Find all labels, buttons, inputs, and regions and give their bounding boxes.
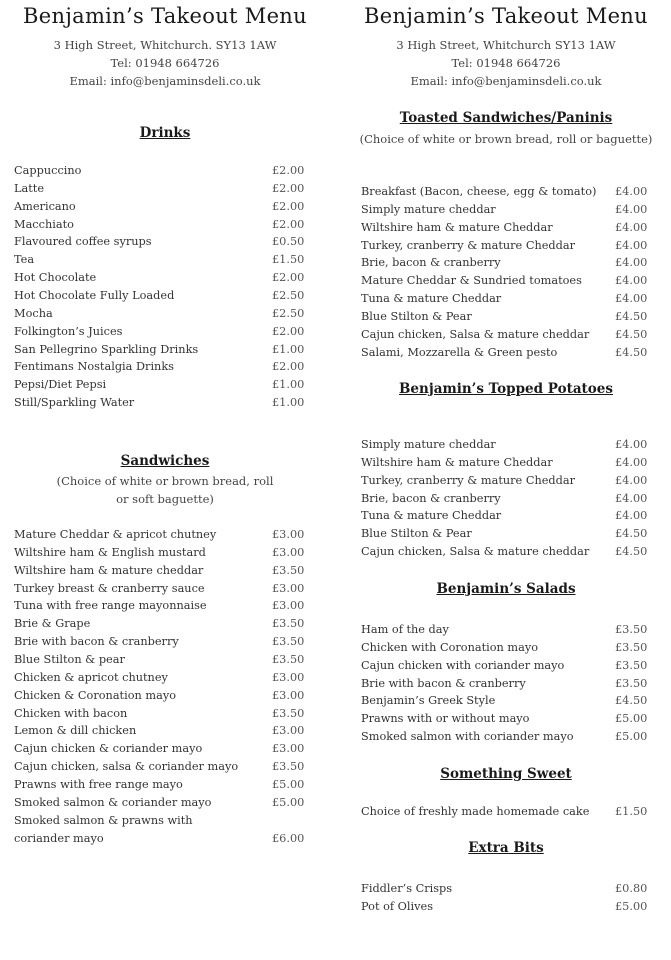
menu-item-price: £3.50 [272, 563, 305, 577]
menu-item-price: £1.50 [615, 805, 648, 818]
menu-item-name: Americano [14, 199, 76, 213]
menu-item-price: £2.00 [272, 271, 305, 285]
menu-item-name: Cajun chicken, salsa & coriander mayo [14, 760, 239, 774]
menu-item-name: Still/Sparkling Water [14, 396, 135, 410]
menu-item-name: Brie & Grape [14, 617, 91, 631]
menu-item [361, 621, 651, 639]
menu-item [361, 543, 651, 561]
menu-item-name: Cajun chicken with coriander mayo [361, 658, 565, 672]
menu-item [361, 436, 651, 454]
menu-item-name: Hot Chocolate [14, 271, 97, 285]
menu-item [361, 692, 651, 710]
menu-item-name: Mocha [14, 306, 53, 320]
menu-item-name: Fiddler’s Crisps [361, 882, 453, 895]
menu-item [14, 544, 310, 562]
menu-item-name: Chicken & apricot chutney [14, 670, 168, 684]
menu-item [361, 472, 651, 490]
address: 3 High Street, Whitchurch. SY13 1AW [53, 38, 277, 52]
menu-item [14, 358, 310, 376]
menu-item-name: Simply mature cheddar [361, 438, 496, 451]
menu-item [361, 344, 651, 362]
menu-item-price: £1.00 [272, 378, 305, 392]
menu-item [14, 705, 310, 723]
drinks-heading: Drinks [139, 125, 191, 141]
menu-item-name: Hot Chocolate Fully Loaded [14, 288, 175, 302]
menu-item [14, 669, 310, 687]
menu-item [14, 597, 310, 615]
menu-item-price: £3.50 [615, 623, 648, 636]
sweet-heading: Something Sweet [440, 766, 572, 782]
menu-item-name: Brie, bacon & cranberry [361, 256, 501, 270]
menu-item-name: Cajun chicken, Salsa & mature cheddar [361, 327, 590, 341]
menu-item-name: Tuna & mature Cheddar [361, 509, 502, 523]
menu-item [14, 162, 310, 180]
menu-item-name: Fentimans Nostalgia Drinks [14, 360, 174, 374]
potatoes-heading: Benjamin’s Topped Potatoes [399, 381, 613, 397]
menu-item [361, 728, 651, 746]
menu-item-price: £3.50 [272, 635, 305, 649]
menu-item-price: £4.00 [615, 473, 648, 487]
menu-item [14, 562, 310, 580]
menu-item-price: £1.00 [272, 342, 305, 356]
menu-item-price: £2.00 [272, 181, 305, 195]
menu-item [361, 639, 651, 657]
menu-item-name: Blue Stilton & pear [14, 652, 125, 666]
menu-item [361, 290, 651, 308]
menu-item-price: £4.00 [615, 238, 648, 252]
menu-item-name: Ham of the day [361, 623, 449, 636]
email: Email: info@benjaminsdeli.co.uk [410, 74, 602, 88]
menu-item [361, 454, 651, 472]
menu-item-price: £2.00 [272, 324, 305, 338]
menu-item-name: Tuna & mature Cheddar [361, 292, 502, 306]
menu-item-name: Prawns with or without mayo [361, 712, 530, 726]
menu-item-price: £3.50 [272, 706, 305, 720]
menu-item-name: Blue Stilton & Pear [361, 527, 472, 541]
email: Email: info@benjaminsdeli.co.uk [69, 74, 261, 88]
menu-item-name: Choice of freshly made homemade cake [361, 805, 590, 818]
menu-item-price: £4.50 [615, 327, 648, 341]
menu-item [361, 308, 651, 326]
menu-title: Benjamin’s Takeout Menu [364, 4, 648, 28]
menu-item-price: £3.50 [615, 658, 648, 672]
menu-item [14, 287, 310, 305]
menu-item-price: £5.00 [615, 730, 648, 744]
menu-item-price: £3.50 [272, 760, 305, 774]
menu-item [14, 323, 310, 341]
menu-item-name: Latte [14, 181, 45, 195]
menu-item-name: Brie with bacon & cranberry [361, 676, 526, 690]
menu-item-price: £3.00 [272, 688, 305, 702]
menu-item [14, 251, 310, 269]
menu-item-price: £2.00 [272, 360, 305, 374]
menu-item-name: Chicken with Coronation mayo [361, 640, 539, 654]
paninis-note: (Choice of white or brown bread, roll or baguette) [359, 132, 653, 146]
menu-item-price: £4.00 [615, 292, 648, 306]
menu-item-name: Mature Cheddar & Sundried tomatoes [361, 274, 582, 288]
menu-item [14, 180, 310, 198]
menu-item-price: £3.00 [272, 724, 305, 738]
menu-item-name: Brie, bacon & cranberry [361, 491, 501, 505]
menu-item [361, 657, 651, 675]
menu-item [361, 201, 651, 219]
menu-item-price: £4.00 [615, 455, 648, 469]
menu-item [361, 326, 651, 344]
menu-item-name: Breakfast (Bacon, cheese, egg & tomato) [361, 185, 597, 198]
menu-item [14, 216, 310, 234]
menu-item-price: £3.50 [615, 676, 648, 690]
menu-item [361, 880, 651, 898]
menu-item-name: Wiltshire ham & English mustard [14, 545, 206, 559]
menu-title: Benjamin’s Takeout Menu [23, 4, 307, 28]
menu-item [361, 237, 651, 255]
menu-item [14, 722, 310, 740]
menu-item [14, 526, 310, 544]
menu-item [361, 272, 651, 290]
menu-item-name: Folkington’s Juices [14, 324, 123, 338]
menu-item-price: £3.00 [272, 670, 305, 684]
menu-item [14, 305, 310, 323]
menu-item-price: £2.00 [272, 199, 305, 213]
menu-item-price: £5.00 [615, 712, 648, 726]
menu-item-name: Prawns with free range mayo [14, 777, 183, 791]
menu-item [14, 233, 310, 251]
menu-item-price: £4.00 [615, 185, 648, 198]
menu-item-name: Turkey, cranberry & mature Cheddar [361, 238, 576, 252]
menu-item [14, 580, 310, 598]
menu-item-price: £3.50 [272, 652, 305, 666]
menu-item [14, 740, 310, 758]
menu-item-name: Cappuccino [14, 164, 82, 177]
menu-item-name: San Pellegrino Sparkling Drinks [14, 342, 199, 356]
menu-item [14, 758, 310, 776]
menu-item [361, 803, 651, 821]
menu-item-price: £3.00 [272, 528, 305, 541]
menu-item-price: £4.50 [615, 527, 648, 541]
menu-item-name: Wiltshire ham & mature Cheddar [361, 220, 553, 234]
menu-item-price: £4.50 [615, 694, 648, 708]
menu-item [14, 269, 310, 287]
menu-item-name: Pot of Olives [361, 899, 434, 913]
menu-item [14, 687, 310, 705]
menu-item-price: £0.80 [615, 882, 648, 895]
menu-item-name: Smoked salmon with coriander mayo [361, 730, 574, 744]
menu-item-name: Chicken & Coronation mayo [14, 688, 177, 702]
menu-item-name: Chicken with bacon [14, 706, 128, 720]
menu-item-price: £4.00 [615, 274, 648, 288]
menu-item-price: £1.00 [272, 396, 305, 410]
menu-item-price: £1.50 [272, 253, 305, 267]
menu-item-name: Turkey breast & cranberry sauce [14, 581, 205, 595]
menu-item [14, 341, 310, 359]
menu-item-name: Turkey, cranberry & mature Cheddar [361, 473, 576, 487]
menu-item-price: £4.50 [615, 545, 648, 559]
menu-item-price: £4.50 [615, 309, 648, 323]
menu-item-price: £5.00 [272, 795, 305, 809]
menu-item [361, 219, 651, 237]
menu-item-price: £4.50 [615, 345, 648, 359]
menu-item [361, 254, 651, 272]
menu-item [361, 183, 651, 201]
menu-item-price: £4.00 [615, 509, 648, 523]
menu-item-name: Smoked salmon & prawns with coriander mayo [14, 813, 193, 845]
menu-item [361, 675, 651, 693]
menu-item [14, 794, 310, 812]
menu-item-price: £4.00 [615, 202, 648, 216]
menu-item [14, 812, 310, 848]
menu-item-name: Mature Cheddar & apricot chutney [14, 528, 217, 541]
menu-item [361, 898, 651, 916]
menu-item-price: £3.50 [615, 640, 648, 654]
menu-item-price: £0.50 [272, 235, 305, 249]
menu-item-price: £3.00 [272, 742, 305, 756]
menu-item-name: Flavoured coffee syrups [14, 235, 152, 249]
extras-heading: Extra Bits [468, 840, 544, 856]
menu-item-name: Lemon & dill chicken [14, 724, 137, 738]
menu-item-name: Tea [14, 253, 35, 267]
menu-item-name: Wiltshire ham & mature Cheddar [361, 455, 553, 469]
menu-item-price: £4.00 [615, 220, 648, 234]
menu-item [361, 490, 651, 508]
menu-item-name: Simply mature cheddar [361, 202, 496, 216]
menu-item-name: Pepsi/Diet Pepsi [14, 378, 107, 392]
menu-item-price: £4.00 [615, 491, 648, 505]
menu-item [361, 710, 651, 728]
telephone: Tel: 01948 664726 [110, 56, 220, 70]
menu-item [14, 376, 310, 394]
menu-item-name: Benjamin’s Greek Style [361, 694, 496, 708]
menu-item-name: Cajun chicken & coriander mayo [14, 742, 203, 756]
telephone: Tel: 01948 664726 [451, 56, 561, 70]
menu-item-name: Salami, Mozzarella & Green pesto [361, 345, 558, 359]
menu-item-price: £3.00 [272, 545, 305, 559]
menu-item [14, 198, 310, 216]
salads-heading: Benjamin’s Salads [436, 581, 576, 597]
menu-item-price: £2.50 [272, 288, 305, 302]
menu-item-price: £2.00 [272, 164, 305, 177]
menu-item [14, 394, 310, 412]
menu-item [14, 633, 310, 651]
menu-item-price: £3.00 [272, 581, 305, 595]
menu-item-name: Blue Stilton & Pear [361, 309, 472, 323]
menu-item-name: Cajun chicken, Salsa & mature cheddar [361, 545, 590, 559]
menu-item-price: £2.50 [272, 306, 305, 320]
menu-item-name: Brie with bacon & cranberry [14, 635, 179, 649]
menu-item-price: £4.00 [615, 438, 648, 451]
menu-item-price: £4.00 [615, 256, 648, 270]
menu-item-price: £5.00 [615, 899, 648, 913]
menu-item-price: £3.50 [272, 617, 305, 631]
menu-item [361, 525, 651, 543]
menu-item-price: £5.00 [272, 777, 305, 791]
menu-item-name: Macchiato [14, 217, 74, 231]
sandwiches-note: (Choice of white or brown bread, roll [56, 474, 274, 488]
menu-item [14, 776, 310, 794]
address: 3 High Street, Whitchurch SY13 1AW [396, 38, 616, 52]
menu-item [14, 651, 310, 669]
menu-item-name: Wiltshire ham & mature cheddar [14, 563, 204, 577]
menu-item [14, 615, 310, 633]
menu-item-price: £3.00 [272, 599, 305, 613]
menu-item-price: £6.00 [272, 831, 305, 845]
menu-item-price: £2.00 [272, 217, 305, 231]
sandwiches-note-2: or soft baguette) [116, 492, 214, 506]
paninis-heading: Toasted Sandwiches/Paninis [399, 110, 613, 126]
menu-item-name: Tuna with free range mayonnaise [14, 599, 207, 613]
sandwiches-heading: Sandwiches [120, 453, 210, 469]
menu-item-name: Smoked salmon & coriander mayo [14, 795, 212, 809]
menu-item [361, 507, 651, 525]
